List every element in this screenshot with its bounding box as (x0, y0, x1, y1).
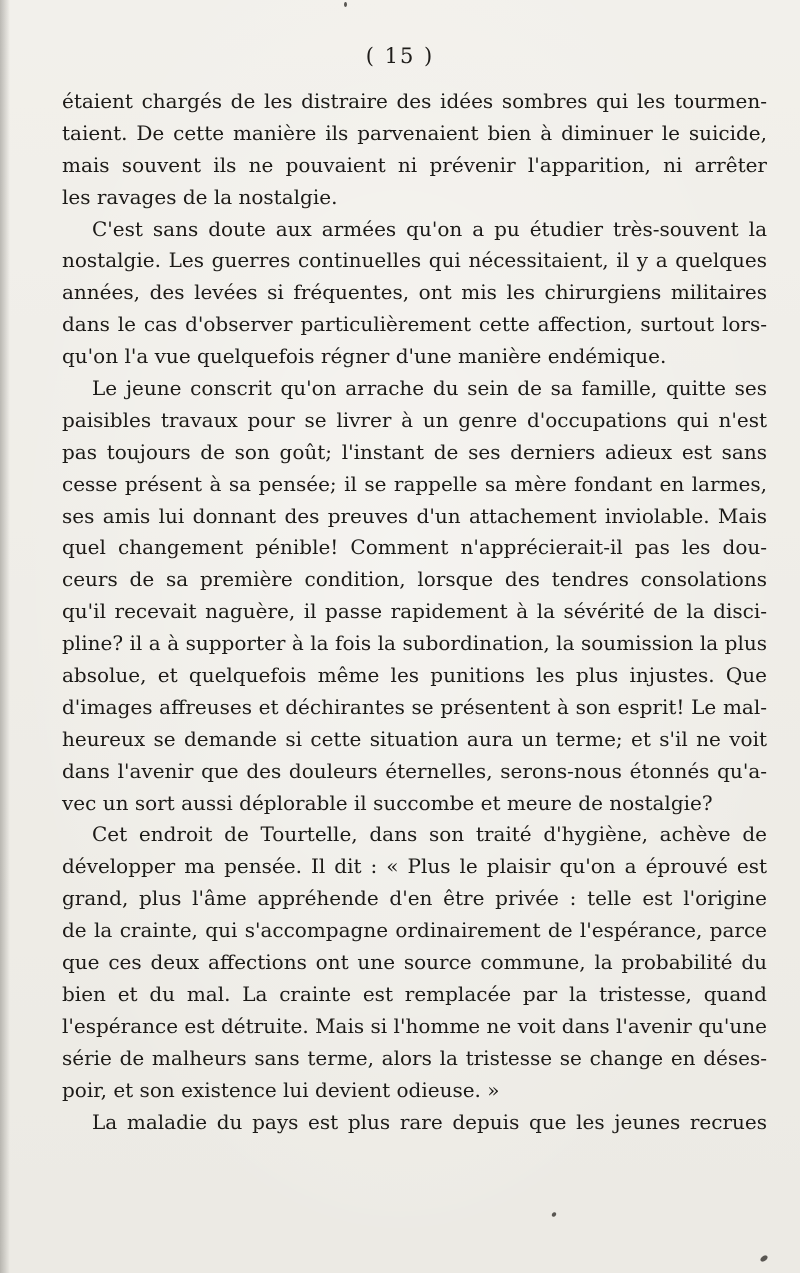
text-line: bien et du mal. La crainte est remplacée par la tristesse, quand (62, 981, 767, 1006)
text-line: ceurs de sa première condition, lorsque des tendres consolations (62, 567, 767, 592)
text-line: Le jeune conscrit qu'on arrache du sein de sa famille, quitte ses (92, 376, 767, 401)
page-edge-shadow (0, 0, 10, 1273)
text-line: cesse présent à sa pensée; il se rappelle sa mère fondant en larmes, (62, 471, 767, 496)
body-text (62, 86, 767, 1138)
text-line: dans l'avenir que des douleurs éternelles, serons-nous étonnés qu'a- (62, 758, 767, 783)
text-line: pline? il a à supporter à la fois la subordination, la soumission la plus (62, 631, 767, 656)
text-line: La maladie du pays est plus rare depuis que les jeunes recrues (92, 1109, 767, 1134)
ink-speck (344, 2, 347, 7)
text-line: paisibles travaux pour se livrer à un genre d'occupations qui n'est (62, 407, 767, 432)
text-line: vec un sort aussi déplorable il succombe et meure de nostalgie? (62, 790, 713, 815)
text-line: C'est sans doute aux armées qu'on a pu étudier très-souvent la (92, 216, 767, 241)
text-line: étaient chargés de les distraire des idées sombres qui les tourmen- (62, 89, 767, 113)
text-line: l'espérance est détruite. Mais si l'homme ne voit dans l'avenir qu'une (62, 1013, 767, 1038)
text-line: mais souvent ils ne pouvaient ni prévenir l'apparition, ni arrêter (62, 152, 767, 177)
ink-speck (759, 1254, 768, 1263)
text-line: pas toujours de son goût; l'instant de ses derniers adieux est sans (62, 439, 767, 464)
page-number: ( 15 ) (365, 44, 435, 68)
text-line: les ravages de la nostalgie. (62, 184, 338, 209)
text-line: série de malheurs sans terme, alors la tristesse se change en déses- (62, 1045, 767, 1070)
text-line: absolue, et quelquefois même les punitions les plus injustes. Que (62, 663, 767, 688)
text-line: nostalgie. Les guerres continuelles qui nécessitaient, il y a quelques (62, 248, 767, 273)
text-line: de la crainte, qui s'accompagne ordinairement de l'espérance, parce (62, 918, 767, 943)
text-line: qu'il recevait naguère, il passe rapidement à la sévérité de la disci- (62, 599, 767, 624)
text-line: poir, et son existence lui devient odieuse. » (62, 1077, 500, 1102)
text-line: heureux se demande si cette situation aura un terme; et s'il ne voit (62, 726, 767, 751)
text-line: dans le cas d'observer particulièrement cette affection, surtout lors- (62, 312, 767, 337)
text-line: quel changement pénible! Comment n'apprécierait-il pas les dou- (62, 535, 767, 560)
text-line: qu'on l'a vue quelquefois régner d'une manière endémique. (62, 344, 667, 369)
text-line: années, des levées si fréquentes, ont mis les chirurgiens militaires (62, 280, 767, 305)
text-line: grand, plus l'âme appréhende d'en être privée : telle est l'origine (62, 886, 767, 911)
text-line: que ces deux affections ont une source commune, la probabilité du (62, 950, 767, 975)
text-line: développer ma pensée. Il dit : « Plus le plaisir qu'on a éprouvé est (62, 854, 767, 879)
text-line: taient. De cette manière ils parvenaient bien à diminuer le suicide, (62, 120, 767, 145)
ink-speck (551, 1211, 557, 1217)
text-line: Cet endroit de Tourtelle, dans son traité d'hygiène, achève de (92, 822, 767, 847)
text-line: d'images affreuses et déchirantes se présentent à son esprit! Le mal- (62, 694, 767, 719)
text-line: ses amis lui donnant des preuves d'un attachement inviolable. Mais (62, 503, 767, 528)
